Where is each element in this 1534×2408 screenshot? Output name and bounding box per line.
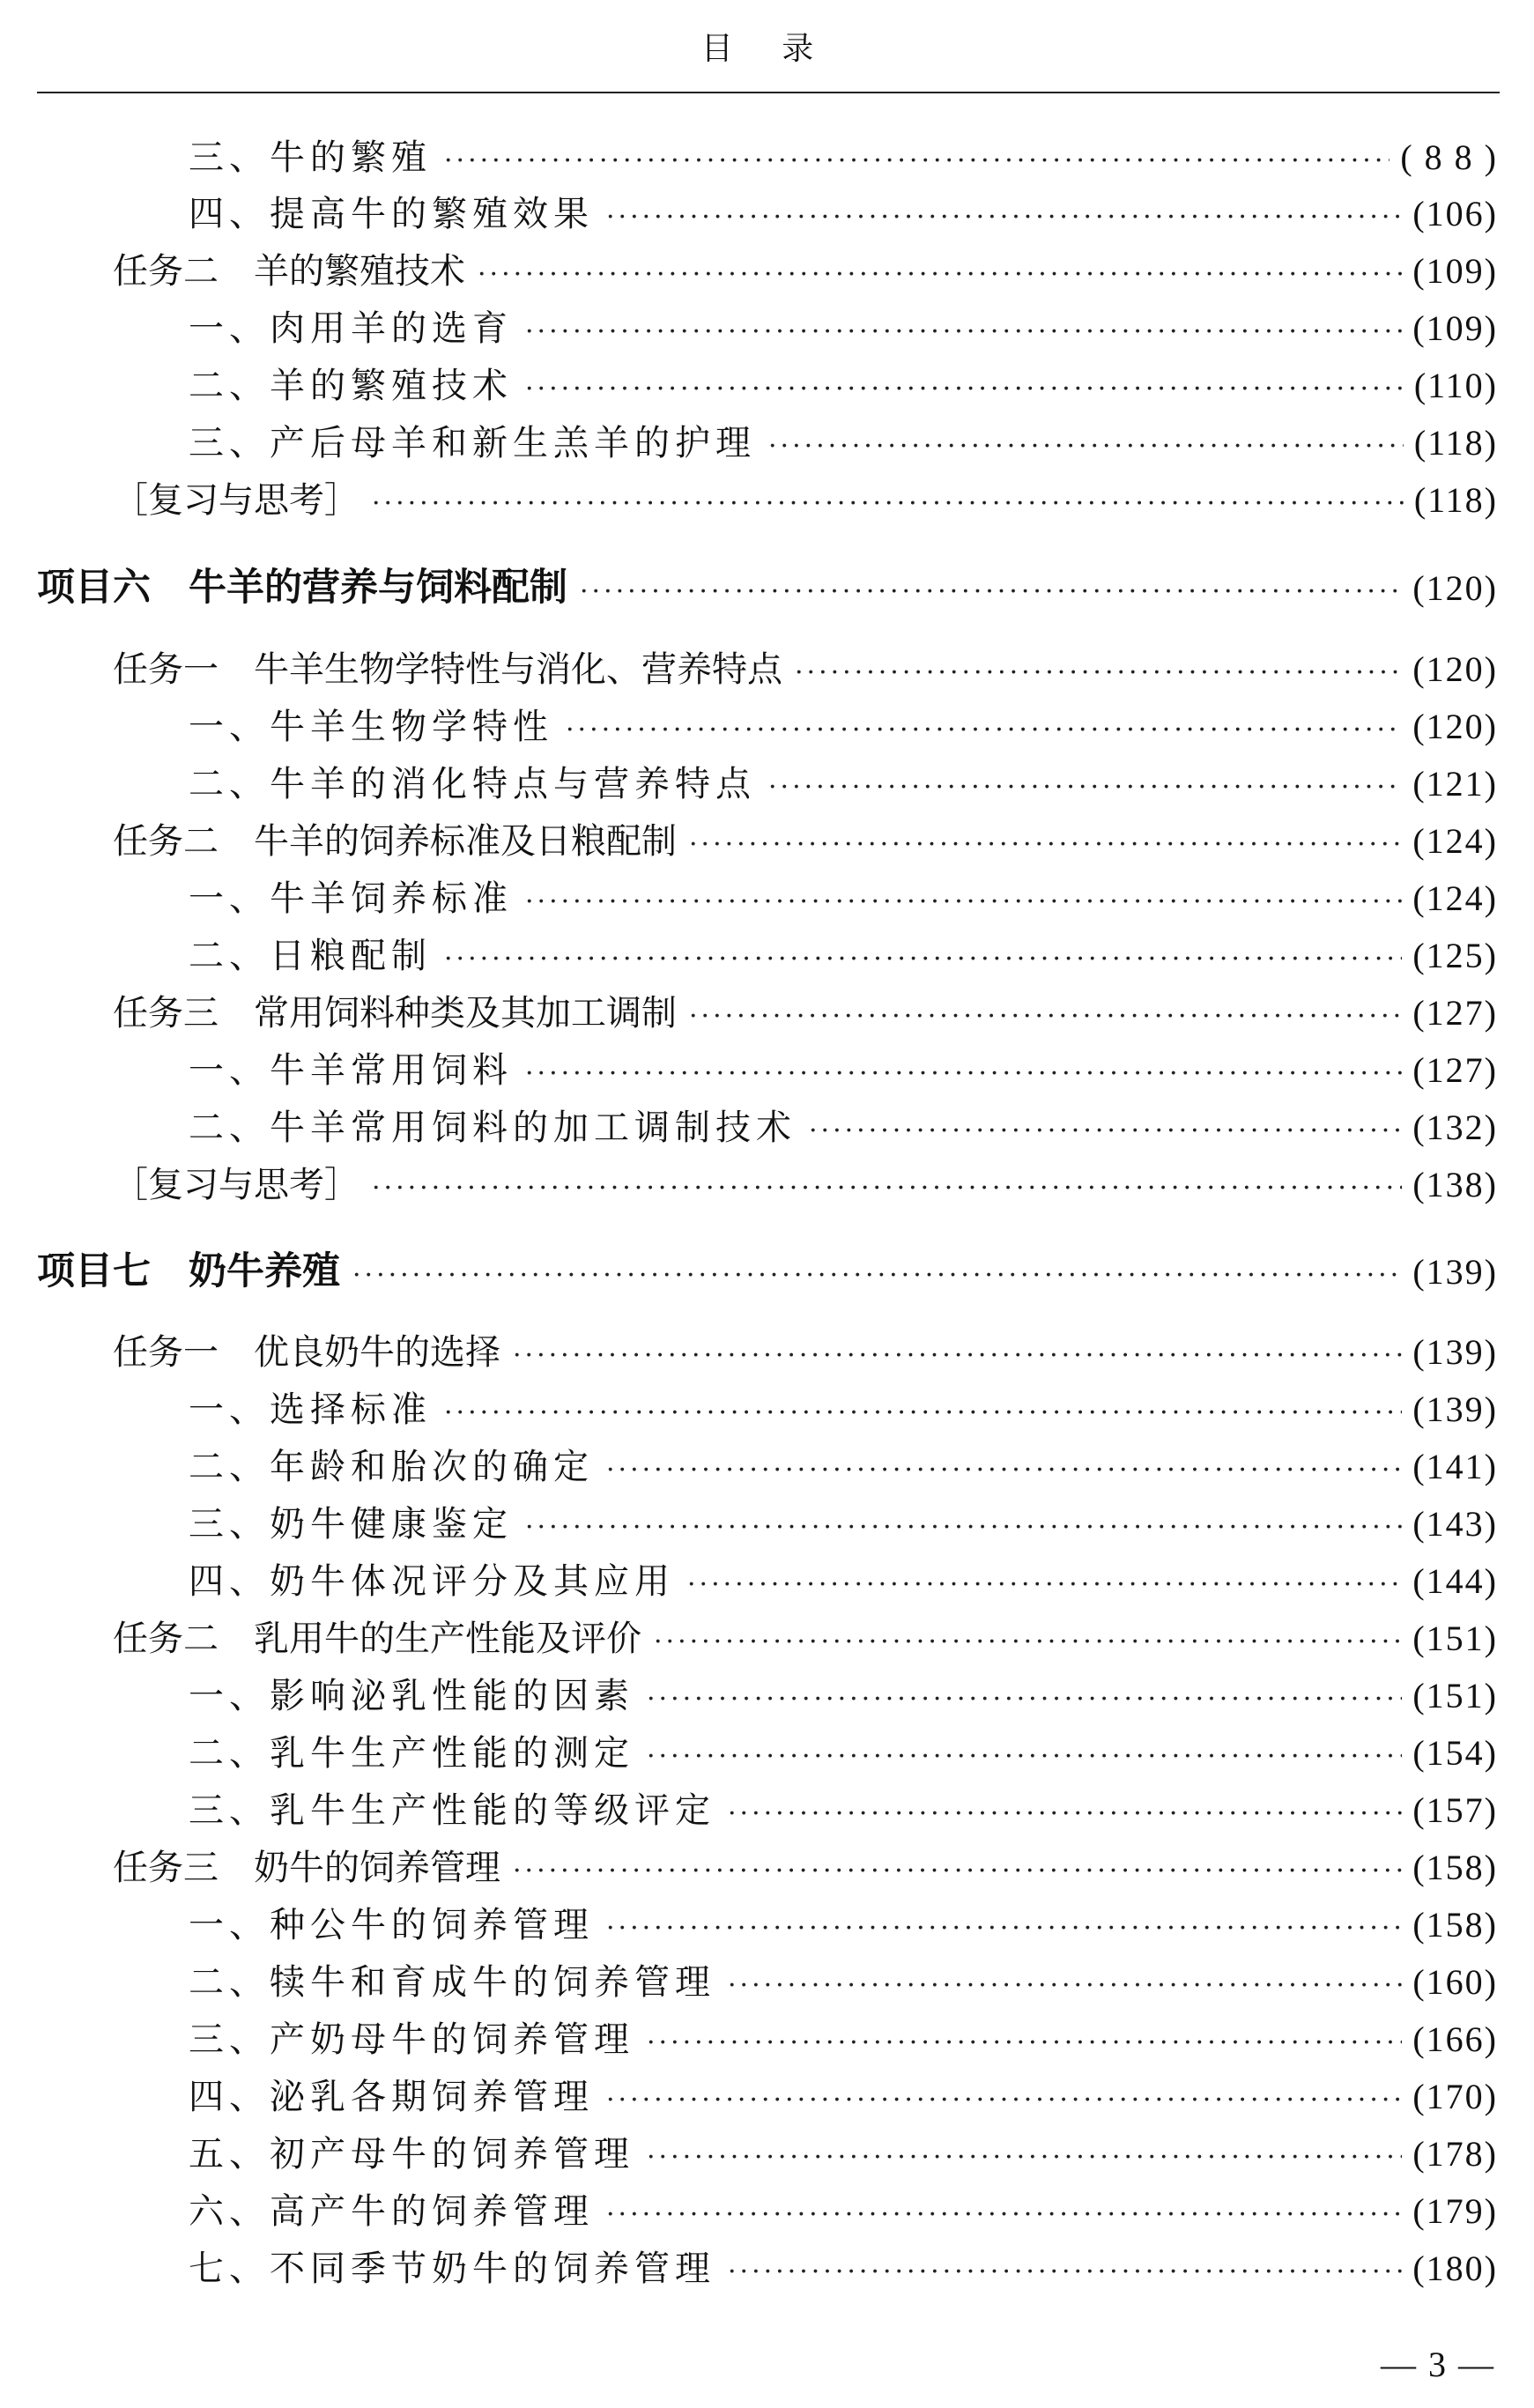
toc-entry-section[interactable] (189, 364, 1498, 408)
toc-entry-task[interactable] (113, 819, 1498, 863)
toc-entry-task[interactable] (113, 249, 1498, 293)
toc-entry-section[interactable] (189, 1106, 1498, 1150)
toc-leader-dots (809, 1109, 1402, 1153)
toc-leader-dots (444, 139, 1389, 183)
toc-entry-title: 二、日粮配制 (189, 936, 432, 976)
toc-leader-dots (525, 310, 1402, 354)
toc-leader-dots (444, 937, 1402, 982)
toc-entry-title: 四、泌乳各期饲养管理 (189, 2077, 594, 2117)
toc-entry-task[interactable] (113, 1846, 1498, 1890)
toc-entry-section[interactable] (189, 2075, 1498, 2119)
toc-entry-page: (110) (1413, 366, 1498, 405)
toc-entry-section[interactable] (189, 421, 1498, 465)
toc-entry-page: (139) (1412, 1332, 1498, 1372)
toc-entry-page: (151) (1412, 1676, 1498, 1715)
toc-leader-dots (525, 880, 1402, 924)
toc-entry-title: 二、牛羊的消化特点与营养特点 (189, 764, 756, 804)
toc-entry-title: 任务二 乳用牛的生产性能及评价 (113, 1619, 641, 1659)
toc-leader-dots (795, 651, 1402, 695)
toc-entry-title: 三、奶牛健康鉴定 (189, 1504, 513, 1545)
toc-entry-section[interactable] (189, 192, 1498, 236)
toc-entry-review[interactable] (113, 478, 1498, 522)
toc-leader-dots (525, 1506, 1402, 1550)
toc-entry-title: 六、高产牛的饲养管理 (189, 2191, 594, 2232)
toc-entry-task[interactable] (113, 648, 1498, 692)
toc-leader-dots (654, 1620, 1402, 1664)
toc-entry-task[interactable] (113, 1330, 1498, 1374)
toc-leader-dots (768, 425, 1404, 469)
toc-entry-review[interactable] (113, 1163, 1498, 1207)
toc-leader-dots (566, 708, 1402, 752)
toc-entry-title: 一、选择标准 (189, 1389, 432, 1430)
toc-leader-dots (478, 253, 1402, 297)
toc-leader-dots (768, 766, 1402, 810)
toc-entry-title: 一、影响泌乳性能的因素 (189, 1676, 634, 1716)
toc-entry-section[interactable] (189, 1960, 1498, 2004)
toc-entry-page: (139) (1412, 1389, 1498, 1429)
toc-entry-title: 任务二 牛羊的饲养标准及日粮配制 (113, 821, 677, 862)
toc-entry-title: 一、牛羊常用饲料 (189, 1050, 513, 1091)
toc-entry-page: (124) (1412, 878, 1498, 918)
toc-entry-section[interactable] (189, 136, 1498, 180)
toc-entry-page: (160) (1412, 1962, 1498, 2002)
toc-leader-dots (728, 1792, 1402, 1836)
toc-entry-page: (120) (1412, 649, 1498, 689)
toc-entry-section[interactable] (189, 1903, 1498, 1947)
toc-entry-page: (124) (1412, 821, 1498, 861)
toc-entry-section[interactable] (189, 1731, 1498, 1775)
toc-entry-page: (121) (1412, 764, 1498, 804)
toc-entry-section[interactable] (189, 1674, 1498, 1718)
toc-leader-dots (525, 1052, 1402, 1096)
toc-entry-section[interactable] (189, 1388, 1498, 1432)
toc-entry-page: (180) (1412, 2249, 1498, 2288)
toc-entry-title: 任务三 奶牛的饲养管理 (113, 1848, 500, 1888)
toc-leader-dots (606, 1907, 1402, 1951)
toc-entry-page: (151) (1412, 1619, 1498, 1658)
toc-entry-title: 任务一 牛羊生物学特性与消化、营养特点 (113, 649, 782, 690)
toc-entry-title: 任务一 优良奶牛的选择 (113, 1332, 500, 1373)
toc-leader-dots (606, 2193, 1402, 2237)
toc-entry-section[interactable] (189, 1048, 1498, 1093)
toc-entry-title: 二、牛羊常用饲料的加工调制技术 (189, 1108, 797, 1148)
toc-leader-dots (372, 482, 1404, 526)
toc-leader-dots (525, 367, 1404, 411)
toc-entry-page: (118) (1413, 423, 1498, 463)
toc-entry-page: (120) (1412, 568, 1498, 608)
toc-entry-section[interactable] (189, 705, 1498, 749)
toc-entry-page: (154) (1412, 1733, 1498, 1773)
toc-entry-title: 项目六 牛羊的营养与饲料配制 (37, 566, 567, 610)
toc-entry-page: (106) (1412, 194, 1498, 233)
toc-entry-title: 四、提高牛的繁殖效果 (189, 194, 594, 234)
toc-leader-dots (372, 1167, 1402, 1211)
toc-leader-dots (606, 2078, 1402, 2123)
toc-entry-page: (144) (1412, 1561, 1498, 1601)
toc-entry-title: 三、牛的繁殖 (189, 137, 432, 178)
toc-entry-page: (143) (1412, 1504, 1498, 1544)
toc-leader-dots (513, 1849, 1402, 1893)
toc-leader-dots (689, 823, 1402, 867)
toc-leader-dots (687, 1563, 1402, 1607)
toc-entry-title: ［复习与思考］ (113, 480, 359, 521)
toc-entry-page: (120) (1412, 707, 1498, 746)
toc-entry-section[interactable] (189, 1789, 1498, 1833)
toc-entry-title: 三、产奶母牛的饲养管理 (189, 2019, 634, 2060)
toc-entry-title: 三、产后母羊和新生羔羊的护理 (189, 423, 756, 463)
toc-entry-section[interactable] (189, 1560, 1498, 1604)
toc-leader-dots (647, 2021, 1402, 2065)
toc-entry-title: 五、初产母牛的饲养管理 (189, 2134, 634, 2175)
toc-entry-title: 二、年龄和胎次的确定 (189, 1447, 594, 1487)
toc-leader-dots (647, 2136, 1402, 2180)
toc-entry-page: (118) (1413, 480, 1498, 520)
toc-entry-section[interactable] (189, 307, 1498, 351)
page-header-title: 目 录 (700, 31, 834, 67)
toc-entry-section[interactable] (189, 2018, 1498, 2062)
toc-leader-dots (606, 196, 1402, 240)
toc-entry-page: (139) (1412, 1252, 1498, 1292)
toc-entry-page: (178) (1412, 2134, 1498, 2174)
toc-entry-section[interactable] (189, 762, 1498, 806)
toc-entry-title: 三、乳牛生产性能的等级评定 (189, 1790, 715, 1831)
toc-entry-project[interactable] (37, 566, 1498, 610)
toc-entry-page: (132) (1412, 1108, 1498, 1147)
toc-leader-dots (728, 1964, 1402, 2008)
toc-entry-page: (127) (1412, 993, 1498, 1033)
toc-leader-dots (606, 1449, 1402, 1493)
toc-entry-page: (158) (1412, 1905, 1498, 1945)
toc-entry-title: 任务二 羊的繁殖技术 (113, 251, 465, 292)
toc-entry-page: (127) (1412, 1050, 1498, 1090)
toc-entry-title: 二、犊牛和育成牛的饲养管理 (189, 1962, 715, 2003)
toc-entry-section[interactable] (189, 1445, 1498, 1489)
toc-entry-page: (109) (1412, 251, 1498, 291)
toc-entry-task[interactable] (113, 1617, 1498, 1661)
toc-leader-dots (444, 1391, 1402, 1435)
toc-entry-title: 二、羊的繁殖技术 (189, 366, 513, 406)
toc-entry-title: 四、奶牛体况评分及其应用 (189, 1561, 675, 1602)
header-rule (37, 92, 1500, 93)
toc-entry-section[interactable] (189, 2247, 1498, 2291)
toc-entry-task[interactable] (113, 991, 1498, 1035)
toc-leader-dots (647, 1735, 1402, 1779)
toc-entry-page: (141) (1412, 1447, 1498, 1486)
toc-entry-title: 任务三 常用饲料种类及其加工调制 (113, 993, 677, 1034)
toc-entry-title: 七、不同季节奶牛的饲养管理 (189, 2249, 715, 2289)
toc-leader-dots (352, 1254, 1402, 1298)
toc-entry-title: 一、牛羊饲养标准 (189, 878, 513, 919)
toc-entry-page: (125) (1412, 936, 1498, 975)
page-number: — 3 — (1381, 2345, 1495, 2384)
toc-entry-section[interactable] (189, 877, 1498, 921)
toc-entry-page: ( 8 8 ) (1400, 137, 1498, 177)
toc-leader-dots (728, 2250, 1402, 2294)
toc-entry-page: (166) (1412, 2019, 1498, 2059)
toc-leader-dots (689, 995, 1402, 1039)
toc-leader-dots (580, 570, 1402, 614)
toc-leader-dots (513, 1334, 1402, 1378)
toc-entry-title: 一、牛羊生物学特性 (189, 707, 553, 747)
toc-entry-page: (170) (1412, 2077, 1498, 2116)
toc-entry-page: (138) (1412, 1165, 1498, 1204)
toc-entry-title: 二、乳牛生产性能的测定 (189, 1733, 634, 1774)
toc-leader-dots (647, 1678, 1402, 1722)
toc-entry-title: ［复习与思考］ (113, 1165, 359, 1205)
toc-entry-project[interactable] (37, 1249, 1498, 1293)
toc-entry-section[interactable] (189, 2189, 1498, 2234)
toc-entry-title: 项目七 奶牛养殖 (37, 1249, 340, 1293)
toc-entry-section[interactable] (189, 1502, 1498, 1546)
toc-entry-section[interactable] (189, 2132, 1498, 2176)
toc-entry-page: (157) (1412, 1790, 1498, 1830)
toc-entry-page: (179) (1412, 2191, 1498, 2231)
toc-entry-page: (109) (1412, 308, 1498, 348)
toc-entry-title: 一、种公牛的饲养管理 (189, 1905, 594, 1945)
toc-entry-title: 一、肉用羊的选育 (189, 308, 513, 349)
toc-entry-section[interactable] (189, 934, 1498, 978)
toc-entry-page: (158) (1412, 1848, 1498, 1887)
